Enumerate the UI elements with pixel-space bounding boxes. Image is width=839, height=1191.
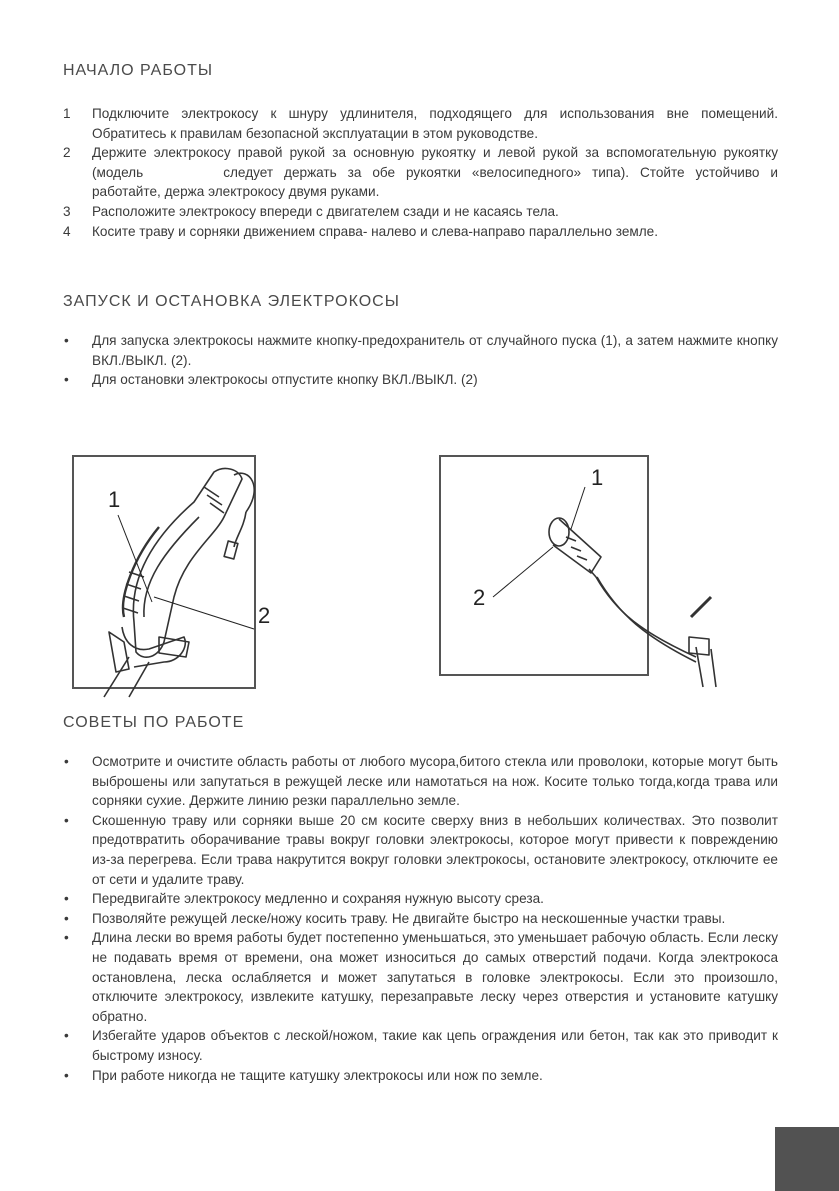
bullet-icon: • [64, 910, 69, 926]
step-number: 1 [63, 106, 71, 121]
item-text: Для остановки электрокосы отпустите кнопку ВКЛ./ВЫКЛ. (2) [92, 372, 478, 388]
bullet-icon: • [64, 754, 69, 769]
bike-handle-illustration [441, 457, 651, 678]
start-steps-list [63, 104, 778, 241]
step-number: 4 [63, 223, 71, 239]
step-number: 2 [63, 145, 71, 161]
tips-list [63, 752, 778, 1085]
callout-label-2: 2 [473, 585, 486, 610]
list-item [63, 104, 778, 143]
item-text: Скошенную траву или сорняки выше 20 см косите сверху вниз в небольших количествах. Это позволит предотвратить оборачивание травы вокруг головки электрокосы, которое могут привести к повреждению из-за перегрева. Если трава накрутится вокруг головки электрокосы, остановите электрокосу, отключите ее от сети и удалите траву. [92, 812, 778, 887]
bullet-icon: • [64, 333, 69, 348]
item-text: Избегайте ударов объектов с леской/ножом, такие как цепь ограждения или бетон, так как это приводит к быстрому износу. [92, 1028, 778, 1063]
item-text: Осмотрите и очистите область работы от любого мусора,битого стекла или проволоки, которые могут быть выброшены или запутаться в режущей леске или намотаться на нож. Косите только тогда,когда трава или сорняки сухие. Держите линию резки параллельно земле. [92, 754, 778, 809]
trimmer-handle-illustration [74, 457, 258, 691]
list-item [63, 1026, 778, 1065]
list-item [63, 909, 778, 929]
list-item [63, 752, 778, 811]
callout-label-1: 1 [108, 487, 121, 512]
step-number: 3 [63, 203, 71, 219]
section-heading-start: НАЧАЛО РАБОТЫ [63, 62, 214, 79]
item-text: Передвигайте электрокосу медленно и сохраняя нужную высоту среза. [92, 891, 544, 907]
item-text: При работе никогда не тащите катушку электрокосы или нож по земле. [92, 1067, 543, 1083]
item-text: Для запуска электрокосы нажмите кнопку-предохранитель от случайного пуска (1), а затем нажмите кнопку ВКЛ./ВЫКЛ. (2). [92, 333, 778, 368]
bullet-icon: • [64, 1028, 69, 1044]
page-corner-tab [775, 1127, 839, 1191]
list-item [63, 889, 778, 909]
item-text: Длина лески во время работы будет постепенно уменьшаться, это уменьшает рабочую область. Если леску не подавать время от времени, она может износиться до самых отверстий подачи. Когда электрокоса остановлена, леска ослабляется и может запутаться в головке электрокосы. Если это произошло, отключите электрокосу, извлеките катушку, перезаправьте леску через отверстия и установите катушку обратно. [92, 930, 778, 1024]
list-item [63, 811, 778, 889]
list-item [63, 202, 778, 222]
bullet-icon: • [64, 930, 69, 946]
figure-main-handle [72, 455, 271, 689]
section-heading-tips: СОВЕТЫ ПО РАБОТЕ [63, 714, 245, 731]
callout-label-1: 1 [591, 465, 604, 490]
bullet-icon: • [64, 891, 69, 907]
list-item [63, 928, 778, 1026]
step-text: Подключите электрокосу к шнуру удлинителя, подходящего для использования вне помещений. Обратитесь к правилам безопасной эксплуатации в этом руководстве. [92, 106, 778, 141]
bullet-icon: • [64, 1067, 69, 1083]
bullet-icon: • [64, 812, 69, 828]
step-text: Держите электрокосу правой рукой за основную рукоятку и левой рукой за вспомогательную рукоятку (модель [92, 145, 778, 180]
step-text: Косите траву и сорняки движением справа- налево и слева-направо параллельно земле. [92, 223, 659, 239]
list-item [63, 1066, 778, 1086]
figure-bike-handle [439, 455, 649, 676]
list-item [63, 222, 778, 242]
callout-label-2: 2 [258, 603, 271, 628]
item-text: Позволяйте режущей леске/ножу косить траву. Не двигайте быстро на нескошенные участки травы. [92, 910, 726, 926]
bullet-icon: • [64, 372, 69, 388]
list-item [63, 143, 778, 202]
launch-list [63, 331, 778, 390]
list-item [63, 370, 778, 390]
section-heading-launch: ЗАПУСК И ОСТАНОВКА ЭЛЕКТРОКОСЫ [63, 293, 400, 310]
list-item [63, 331, 778, 370]
step-text: Расположите электрокосу впереди с двигателем сзади и не касаясь тела. [92, 203, 559, 219]
step-text-continued: следует держать за обе рукоятки «велосипедного» типа). Стойте устойчиво и работайте, держа электрокосу двумя руками. [92, 164, 778, 200]
